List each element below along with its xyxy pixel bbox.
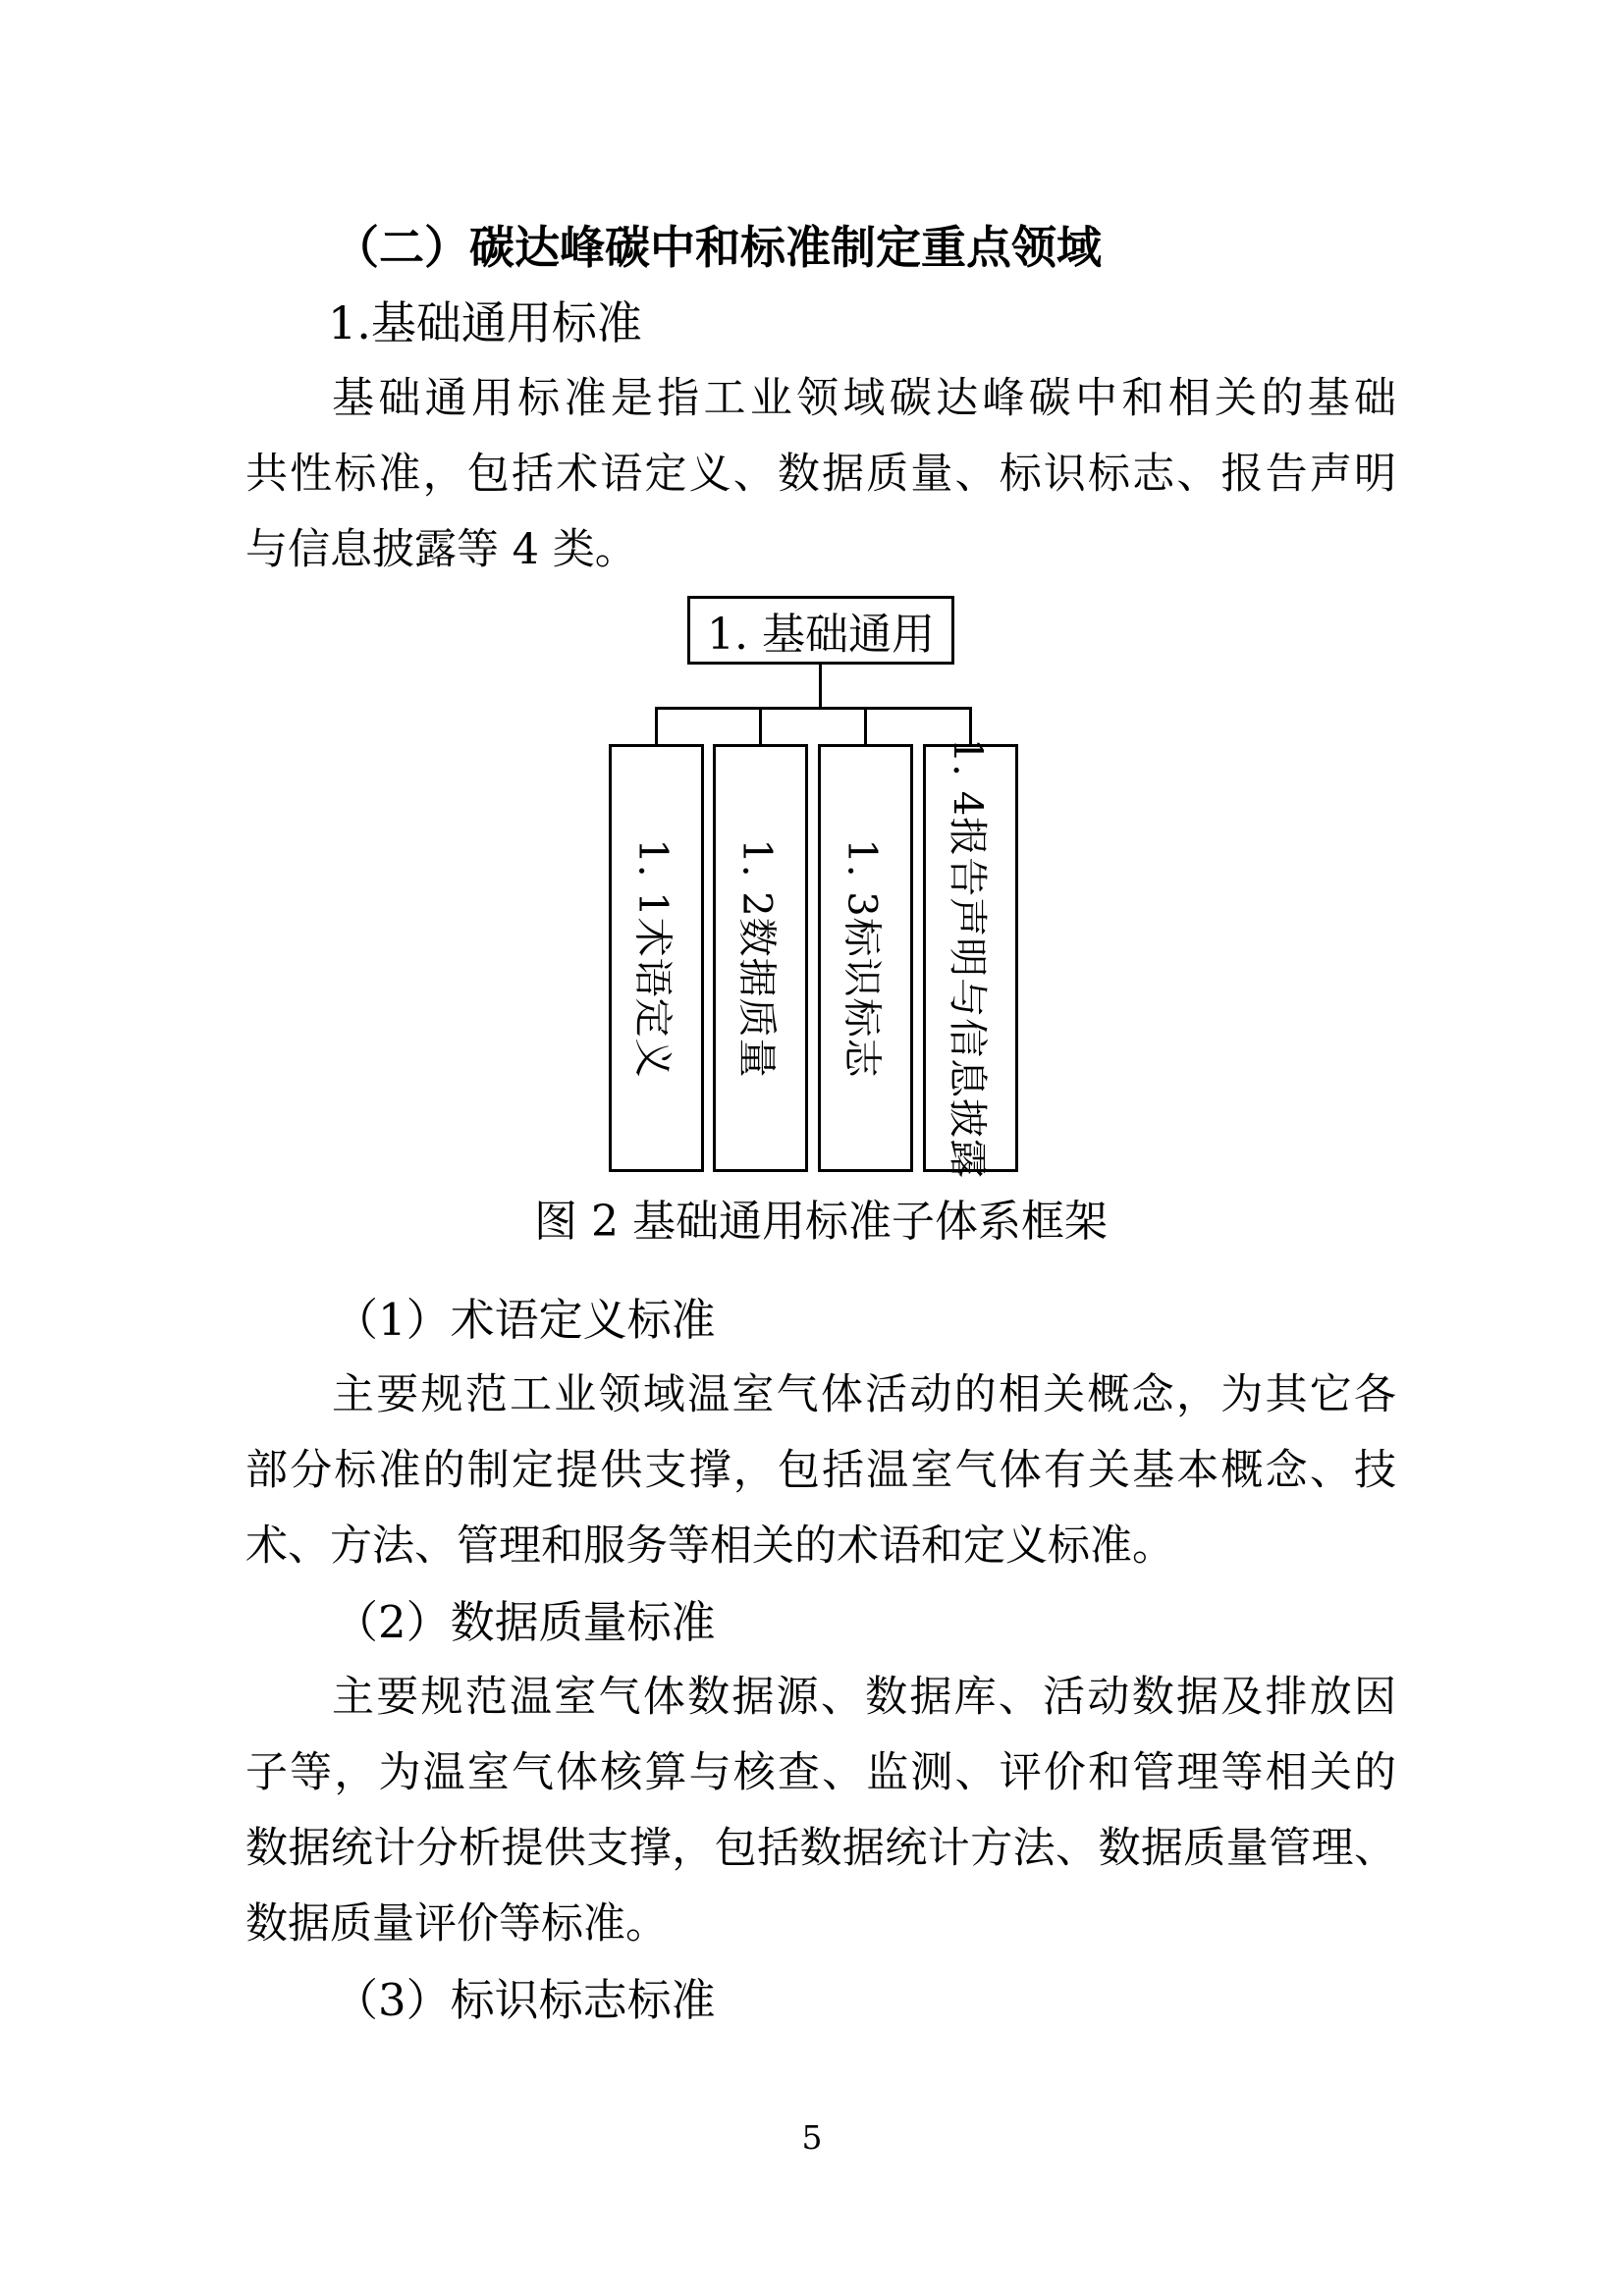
figure-box-label: 1. 3标识标志 <box>839 837 886 1079</box>
figure-hierarchy-diagram <box>245 596 1396 1179</box>
text-line: 共性标准，包括术语定义、数据质量、标识标志、报告声明 <box>245 450 1396 499</box>
text-line: 数据质量评价等标准。 <box>245 1899 668 1949</box>
figure-box <box>713 744 808 1172</box>
figure-box-label: 1. 4报告声明与信息披露 <box>945 737 991 1179</box>
connector-horizontal-bar <box>655 707 972 710</box>
text-line: 子等，为温室气体核算与核查、监测、评价和管理等相关的 <box>245 1748 1396 1797</box>
text-line: 主要规范工业领域温室气体活动的相关概念，为其它各 <box>332 1370 1396 1419</box>
item-heading: （1）术语定义标准 <box>334 1294 716 1346</box>
subsection-heading: 1.基础通用标准 <box>328 296 642 349</box>
figure-root-box: 1. 基础通用 <box>687 596 954 665</box>
item-heading: （2）数据质量标准 <box>334 1596 716 1648</box>
text-line: 部分标准的制定提供支撑，包括温室气体有关基本概念、技 <box>245 1446 1396 1495</box>
paragraph <box>245 1660 1396 1962</box>
text-line: 主要规范温室气体数据源、数据库、活动数据及排放因 <box>332 1673 1396 1722</box>
page-number: 5 <box>801 2118 823 2157</box>
text-line: 数据统计分析提供支撑，包括数据统计方法、数据质量管理、 <box>245 1824 1396 1873</box>
item-heading: （3）标识标志标准 <box>334 1974 716 2026</box>
figure-box <box>923 737 1018 1179</box>
figure-caption: 图 2 基础通用标准子体系框架 <box>534 1197 1108 1247</box>
figure-box <box>609 744 704 1172</box>
figure-box-label: 1. 2数据质量 <box>734 837 781 1079</box>
intro-paragraph <box>245 361 1396 588</box>
connector-stub <box>759 707 762 747</box>
connector-stub <box>864 707 867 747</box>
paragraph <box>245 1358 1396 1584</box>
text-line: 术、方法、管理和服务等相关的术语和定义标准。 <box>245 1522 1174 1571</box>
figure-box-label: 1. 1术语定义 <box>630 837 677 1079</box>
section-heading: （二）碳达峰碳中和标准制定重点领域 <box>334 221 1102 274</box>
text-line: 与信息披露等 4 类。 <box>245 525 637 574</box>
connector-vertical-root <box>819 665 822 707</box>
connector-stub <box>655 707 658 747</box>
figure-box <box>818 744 913 1172</box>
text-line: 基础通用标准是指工业领域碳达峰碳中和相关的基础 <box>332 374 1396 423</box>
